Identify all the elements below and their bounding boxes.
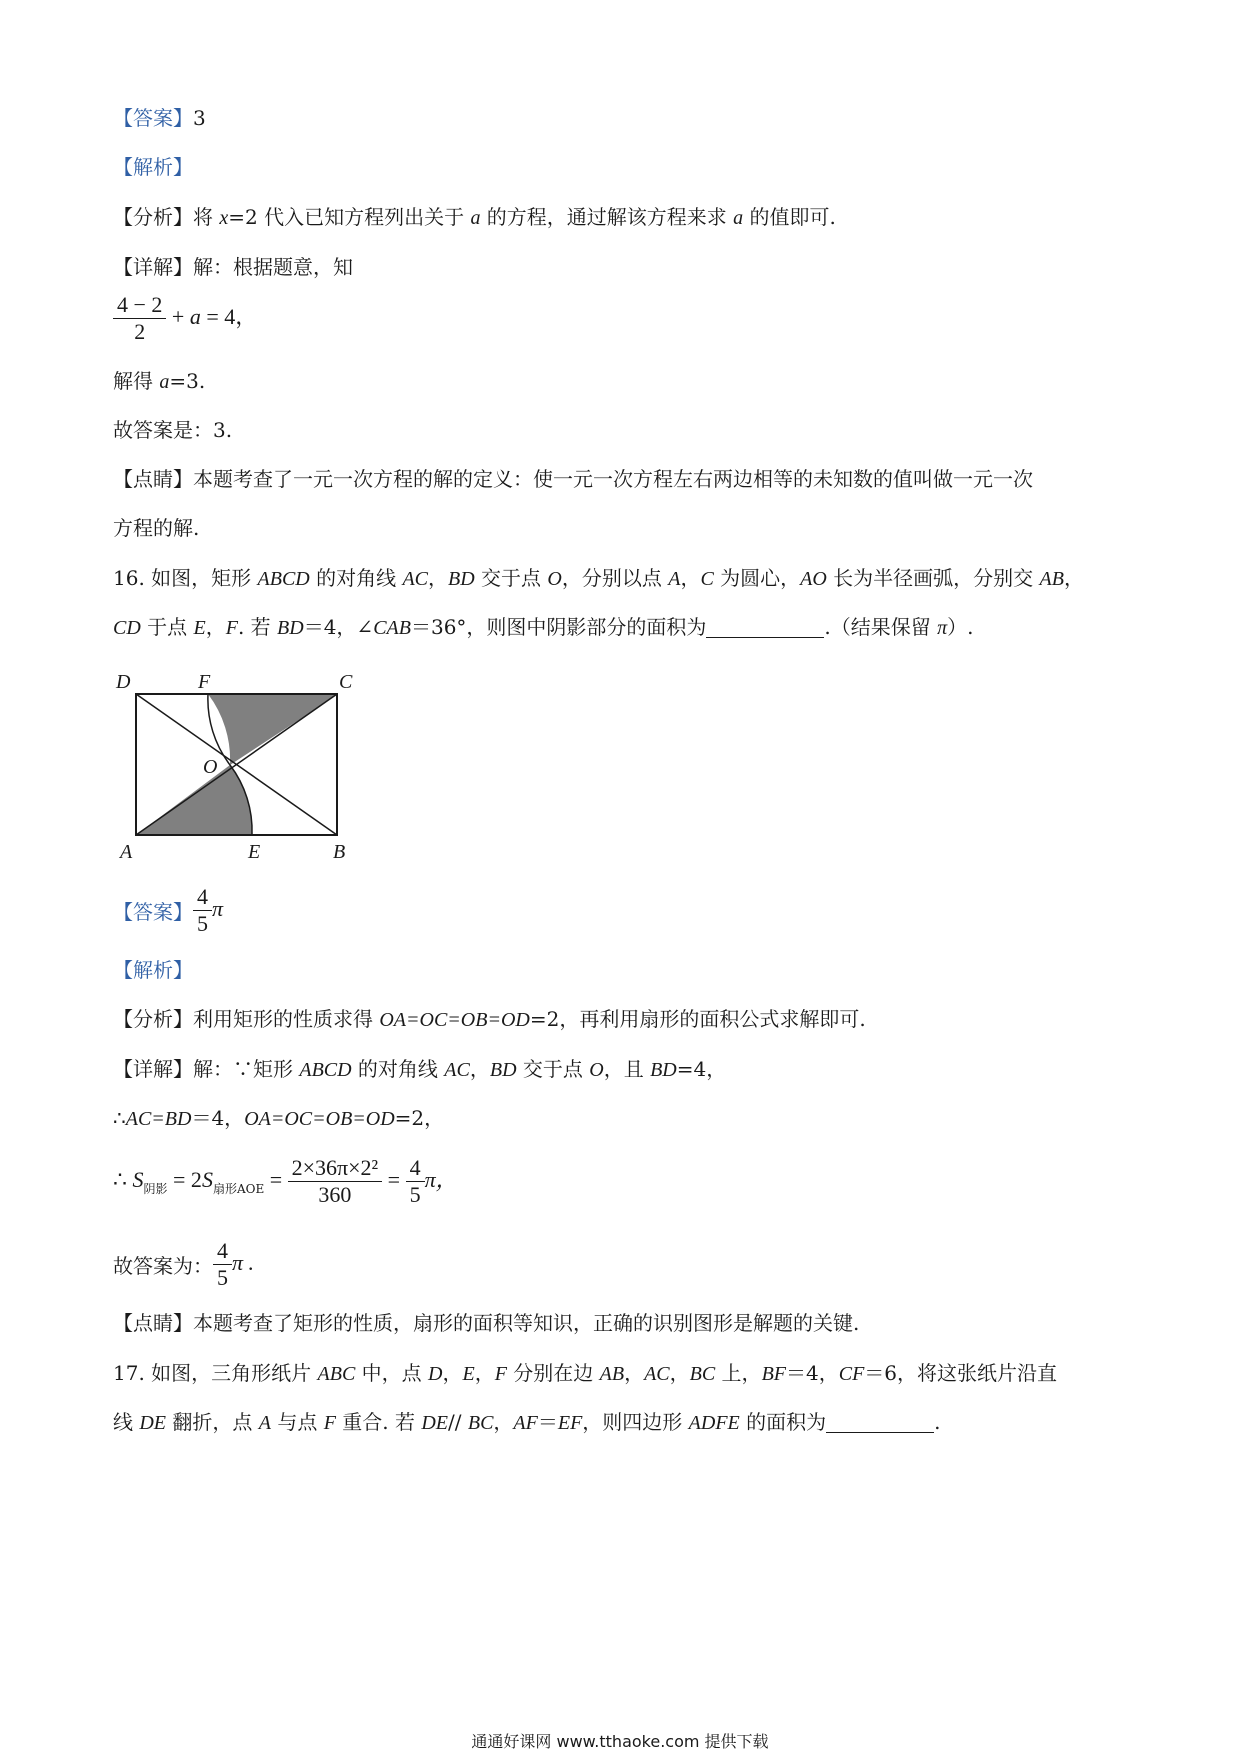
pi: π — [212, 896, 224, 921]
text: 线 — [113, 1410, 140, 1434]
text: 故答案为： — [113, 1254, 213, 1278]
analysis-tag: 【解析】 — [113, 155, 193, 179]
var: AB — [1039, 568, 1064, 590]
answer-blank[interactable] — [826, 1412, 934, 1433]
var: S — [201, 1167, 213, 1192]
var: a — [733, 207, 744, 229]
denominator: 360 — [288, 1181, 383, 1208]
text: // — [448, 1410, 468, 1434]
text: ， — [442, 1361, 463, 1385]
var: AF — [513, 1412, 538, 1434]
q15-solve — [113, 367, 205, 396]
text: 交于点 — [474, 566, 548, 590]
text: =4， — [676, 1057, 727, 1081]
label-e: E — [248, 841, 261, 863]
math-text: = — [264, 1167, 288, 1192]
var: BD — [277, 617, 304, 639]
text: ＝4， — [786, 1361, 839, 1385]
var: BD — [650, 1059, 677, 1081]
q16-formula — [113, 1155, 458, 1208]
fraction — [193, 884, 212, 937]
text: =2 代入已知方程列出关于 — [228, 205, 471, 229]
var: a — [470, 207, 481, 229]
analysis-tag: 【解析】 — [113, 958, 193, 982]
q15-analysis-heading — [113, 153, 193, 181]
dianjing-tag: 【点睛】 — [113, 467, 193, 491]
var: CAB — [373, 617, 411, 639]
text: 解：根据题意，知 — [193, 255, 353, 279]
text: . 若 — [237, 615, 278, 639]
var: ADFE — [688, 1412, 740, 1434]
var: AC — [644, 1363, 670, 1385]
text: 17. 如图，三角形纸片 — [113, 1361, 318, 1385]
q15-dianjing — [113, 465, 1033, 493]
numerator: 4 − 2 — [117, 292, 163, 317]
var: AC — [402, 568, 429, 590]
numerator: 4 — [197, 884, 208, 909]
text: ， — [428, 566, 449, 590]
var: F — [225, 617, 238, 639]
q16-answer — [113, 884, 223, 937]
var: ABCD — [299, 1059, 352, 1081]
text: ， — [680, 566, 701, 590]
text: 16. 如图，矩形 — [113, 566, 258, 590]
label-b: B — [333, 841, 346, 863]
text: 的方程，通过解该方程来求 — [480, 205, 734, 229]
math-text: + — [166, 304, 190, 329]
answer-value: 3 — [193, 106, 206, 130]
text: 分别在边 — [506, 1361, 600, 1385]
text: 的值即可. — [743, 205, 836, 229]
text: =3. — [169, 369, 206, 393]
var: OA=OC=OB=OD — [379, 1009, 530, 1031]
label-c: C — [339, 671, 353, 693]
var: OA=OC=OB=OD — [244, 1108, 395, 1130]
text: 将 — [193, 205, 220, 229]
q16-fenxi — [113, 1005, 866, 1034]
text: 解得 — [113, 369, 160, 393]
text: ， — [493, 1410, 514, 1434]
text: ＝6，将这张纸片沿直 — [864, 1361, 1058, 1385]
var: BC — [689, 1363, 716, 1385]
text: 中，点 — [355, 1361, 429, 1385]
answer-tag: 【答案】 — [113, 106, 193, 130]
text: 本题考查了矩形的性质，扇形的面积等知识，正确的识别图形是解题的关键. — [193, 1311, 860, 1335]
text: ， — [669, 1361, 690, 1385]
q16-line1 — [113, 564, 1084, 593]
pi: π . — [232, 1250, 255, 1275]
var: A — [258, 1412, 271, 1434]
text: 与点 — [270, 1410, 324, 1434]
rectangle-figure — [113, 668, 373, 868]
q16-analysis-heading — [113, 956, 193, 984]
var: DE — [139, 1412, 167, 1434]
var: C — [700, 568, 714, 590]
var: E — [193, 617, 206, 639]
dianjing-tag: 【点睛】 — [113, 1311, 193, 1335]
var: E — [462, 1363, 475, 1385]
var: AO — [800, 568, 827, 590]
label-f: F — [198, 671, 211, 693]
math-text: = 2 — [167, 1167, 202, 1192]
var: π — [937, 617, 948, 639]
fenxi-tag: 【分析】 — [113, 1007, 193, 1031]
q16-line2 — [113, 613, 974, 642]
q15-answer — [113, 104, 206, 132]
text: =2， — [394, 1106, 445, 1130]
text: ）. — [947, 615, 974, 639]
denominator: 5 — [193, 910, 212, 937]
detail-tag: 【详解】 — [113, 1057, 193, 1081]
var: A — [668, 568, 681, 590]
numerator: 4 — [409, 1155, 421, 1180]
var: AC — [444, 1059, 470, 1081]
text: 的对角线 — [351, 1057, 445, 1081]
var: a — [159, 371, 170, 393]
text: 解：∵矩形 — [193, 1057, 300, 1081]
text: ＝4， — [191, 1106, 245, 1130]
text: 长为半径画弧，分别交 — [826, 566, 1040, 590]
text: ，且 — [603, 1057, 651, 1081]
var: AB — [599, 1363, 625, 1385]
text: ＝4，∠ — [303, 615, 374, 639]
q16-dianjing — [113, 1309, 859, 1337]
pi: π， — [424, 1167, 458, 1192]
text: 本题考查了一元一次方程的解的定义：使一元一次方程左右两边相等的未知数的值叫做一元一次 — [193, 467, 1033, 491]
denominator: 5 — [213, 1264, 232, 1291]
var: DE — [421, 1412, 449, 1434]
text: 翻折，点 — [166, 1410, 259, 1434]
denominator: 2 — [113, 318, 166, 345]
detail-tag: 【详解】 — [113, 255, 193, 279]
q17-line2 — [113, 1408, 940, 1437]
text: .（结果保留 — [824, 615, 938, 639]
text: ∴ — [113, 1106, 126, 1130]
q16-detail — [113, 1055, 726, 1084]
answer-tag: 【答案】 — [113, 900, 193, 924]
text: 方程的解. — [113, 516, 200, 540]
math-text: = 4， — [200, 304, 258, 329]
var: BD — [489, 1059, 517, 1081]
text: . — [934, 1410, 941, 1434]
text: 故答案是：3. — [113, 418, 233, 442]
var: AC=BD — [125, 1108, 192, 1130]
q15-final — [113, 416, 232, 444]
q16-final — [113, 1238, 254, 1291]
var: CF — [838, 1363, 865, 1385]
denominator: 5 — [406, 1181, 425, 1208]
q15-equation — [113, 292, 257, 345]
var: BD — [448, 568, 475, 590]
var: ABCD — [257, 568, 310, 590]
answer-blank[interactable] — [706, 617, 824, 638]
text: ， — [205, 615, 226, 639]
text: 重合. 若 — [335, 1410, 422, 1434]
subscript: 扇形AOE — [212, 1182, 265, 1196]
numerator: 4 — [217, 1238, 228, 1263]
numerator: 2×36π×2² — [291, 1155, 379, 1180]
label-d: D — [116, 671, 131, 693]
text: ，分别以点 — [561, 566, 669, 590]
text: 的对角线 — [309, 566, 403, 590]
text: ， — [469, 1057, 490, 1081]
q15-dianjing-cont — [113, 514, 199, 542]
var: D — [428, 1363, 443, 1385]
fraction — [213, 1238, 232, 1291]
math-text: ∴ — [113, 1167, 133, 1192]
text: =2，再利用扇形的面积公式求解即可. — [529, 1007, 866, 1031]
text: 为圆心， — [713, 566, 801, 590]
q17-line1 — [113, 1359, 1057, 1388]
text: 利用矩形的性质求得 — [193, 1007, 380, 1031]
q16-therefore — [113, 1104, 444, 1133]
var: ABC — [317, 1363, 356, 1385]
text: 于点 — [140, 615, 194, 639]
var: S — [132, 1167, 144, 1192]
var: F — [323, 1412, 336, 1434]
var: EF — [557, 1412, 583, 1434]
text: ，则四边形 — [582, 1410, 689, 1434]
label-a: A — [120, 841, 133, 863]
var: x — [219, 207, 229, 229]
text: ＝36°，则图中阴影部分的面积为 — [410, 615, 707, 639]
fenxi-tag: 【分析】 — [113, 205, 193, 229]
q15-detail — [113, 253, 353, 281]
var: F — [494, 1363, 507, 1385]
fraction — [113, 292, 166, 345]
subscript: 阴影 — [143, 1182, 168, 1196]
math-text: = — [382, 1167, 406, 1192]
fraction — [288, 1155, 383, 1208]
label-o: O — [203, 756, 218, 778]
text: 上， — [715, 1361, 762, 1385]
var: O — [589, 1059, 604, 1081]
text: ＝ — [537, 1410, 558, 1434]
text: ， — [624, 1361, 645, 1385]
q15-fenxi — [113, 203, 836, 232]
text: 的面积为 — [739, 1410, 827, 1434]
var: CD — [113, 617, 141, 639]
text: 交于点 — [516, 1057, 590, 1081]
var: BF — [761, 1363, 786, 1385]
page-footer: 通通好课网 www.tthaoke.com 提供下载 — [471, 1732, 769, 1751]
fraction — [406, 1155, 425, 1208]
shaded-region-top — [208, 694, 337, 765]
text: ， — [1063, 566, 1084, 590]
var: BC — [467, 1412, 494, 1434]
shaded-region-bottom — [136, 765, 252, 835]
text: ， — [474, 1361, 495, 1385]
var: O — [547, 568, 562, 590]
var: a — [189, 304, 201, 329]
